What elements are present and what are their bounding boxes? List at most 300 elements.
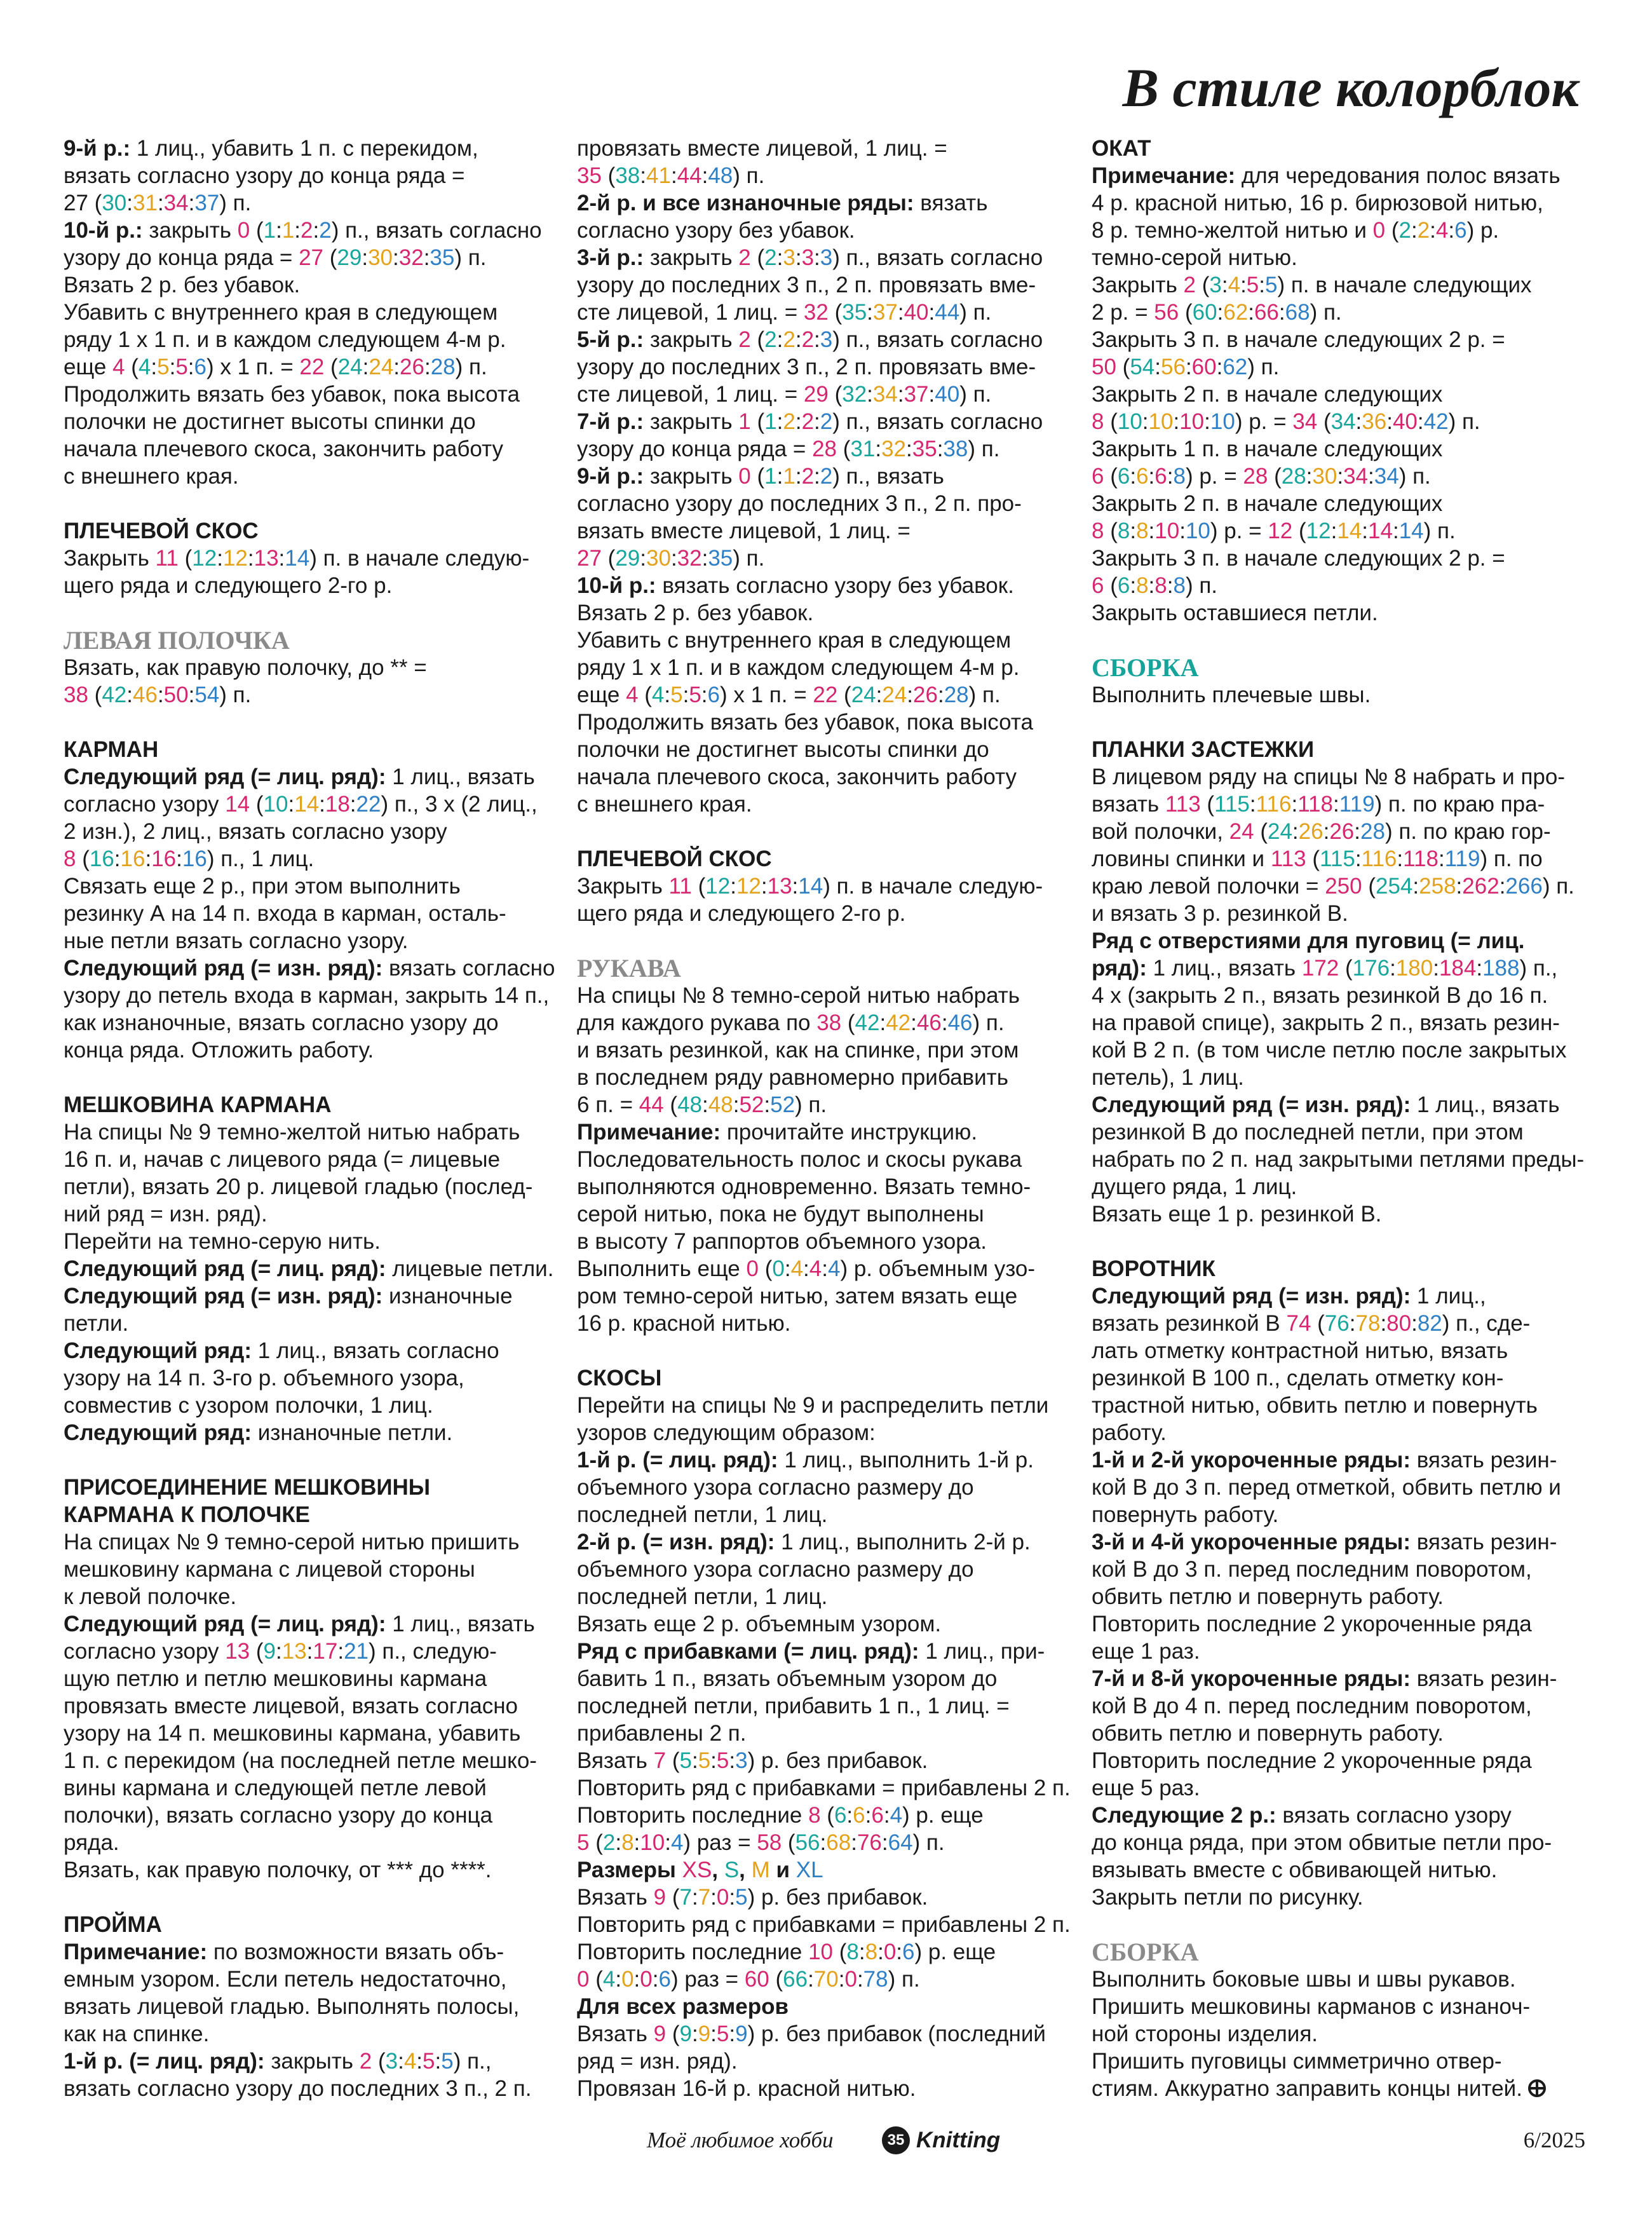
page-footer — [0, 2128, 1652, 2153]
size-value: 8 — [846, 1940, 859, 1964]
text-run: : — [776, 464, 783, 489]
text-line — [64, 1228, 553, 1255]
text-line — [577, 1037, 1066, 1064]
text-run: кой В 2 п. (в том числе петлю после закрытых — [1092, 1038, 1567, 1063]
text-run: 4 х (закрыть 2 п., вязать резинкой В до 16 п. — [1092, 983, 1548, 1008]
size-value: 46 — [916, 1010, 942, 1035]
text-run: : — [1167, 464, 1174, 489]
text-run: ловины спинки и — [1092, 846, 1271, 871]
text-run: : — [1390, 956, 1396, 981]
size-value: 6 — [1092, 464, 1104, 489]
text-line — [1092, 599, 1594, 627]
size-value: 2 — [783, 327, 796, 352]
size-value: 24 — [1229, 819, 1254, 844]
text-run: ром темно-серой нитью, затем вязать еще — [577, 1284, 1018, 1309]
text-run: : — [670, 546, 677, 571]
text-line — [64, 1638, 553, 1665]
text-line — [64, 2075, 553, 2102]
text-run: объемного узора согласно размеру до — [577, 1475, 974, 1500]
size-value: 12 — [705, 874, 731, 899]
bold-label: Следующий ряд (= лиц. ряд): — [64, 765, 386, 789]
text-run: : — [1204, 409, 1210, 434]
text-line — [577, 463, 1066, 490]
text-run: и вязать 3 р. резинкой В. — [1092, 901, 1348, 926]
text-run: согласно узору — [64, 792, 226, 817]
text-run: : — [1292, 819, 1299, 844]
text-run: : — [1433, 956, 1439, 981]
text-run: : — [176, 846, 182, 871]
text-line — [577, 435, 1066, 463]
text-line — [577, 1802, 1066, 1829]
size-value: 24 — [882, 683, 907, 707]
size-value: 54 — [194, 683, 220, 707]
text-run: петли), вязать 20 р. лицевой гладью (послед- — [64, 1174, 533, 1199]
size-value: 26 — [1298, 819, 1324, 844]
text-run: : — [188, 191, 195, 215]
size-value: 5 — [423, 2049, 435, 2074]
text-run: ) п. — [1310, 300, 1342, 325]
size-value: 32 — [803, 300, 829, 325]
text-line — [577, 1829, 1066, 1856]
text-run: Закрыть — [577, 874, 669, 899]
text-run: : — [1380, 1311, 1387, 1336]
text-run: ( — [1311, 1311, 1325, 1336]
text-run: : — [897, 382, 904, 407]
text-line — [1092, 955, 1594, 982]
size-value: 4 — [651, 683, 665, 707]
footer-page-number: 35 — [882, 2126, 910, 2154]
text-line — [1092, 2020, 1594, 2048]
size-value: 44 — [639, 1092, 664, 1117]
text-line — [577, 654, 1066, 681]
text-run: : — [856, 1967, 863, 1992]
size-value: 113 — [1270, 846, 1306, 871]
text-run: : — [157, 683, 164, 707]
text-run: Вязать еще 2 р. объемным узором. — [577, 1612, 942, 1636]
text-line — [64, 1829, 553, 1856]
text-line — [64, 463, 553, 490]
size-value: 14 — [294, 792, 320, 817]
size-value: 13 — [225, 1639, 250, 1664]
paragraph-gap — [1092, 1911, 1594, 1938]
size-value: 8 — [1092, 519, 1104, 543]
size-value: 54 — [1130, 355, 1155, 379]
text-run: : — [896, 1940, 903, 1964]
text-run: Повторить последние 2 укороченные ряда — [1092, 1612, 1532, 1636]
text-line — [1092, 1009, 1594, 1037]
text-run: ) р. без прибавок. — [747, 1885, 928, 1910]
text-run: ) п. — [972, 1010, 1005, 1035]
text-line — [577, 1474, 1066, 1501]
text-line — [64, 1310, 553, 1337]
text-run: узору на 14 п. 3-го р. объемного узора, — [64, 1366, 464, 1390]
text-line — [1092, 1173, 1594, 1200]
size-value: 22 — [813, 683, 838, 707]
size-value: 10 — [1210, 409, 1235, 434]
text-line — [1092, 408, 1594, 435]
text-line — [1092, 982, 1594, 1009]
text-line — [577, 1091, 1066, 1118]
text-run: : — [615, 1830, 622, 1855]
size-value: 2 — [301, 218, 313, 243]
bold-label: и — [769, 1858, 796, 1882]
text-run: ной стороны изделия. — [1092, 2022, 1318, 2046]
text-line — [64, 217, 553, 244]
size-value: 0 — [237, 218, 250, 243]
text-run: : — [907, 683, 914, 707]
size-value: 80 — [1386, 1311, 1412, 1336]
text-run: Вязать — [577, 1885, 654, 1910]
text-run: Закрыть 3 п. в начале следующих 2 р. = — [1092, 327, 1505, 352]
size-value: 76 — [1324, 1311, 1350, 1336]
text-line — [64, 1583, 553, 1610]
text-run: ( — [589, 1830, 603, 1855]
size-value: 5 — [679, 1748, 692, 1773]
text-run: 1 лиц., — [1411, 1284, 1486, 1309]
size-value: 17 — [313, 1639, 338, 1664]
text-run: : — [691, 1885, 698, 1910]
size-value: 2 — [738, 245, 751, 270]
text-run: Перейти на темно-серую нить. — [64, 1229, 381, 1254]
text-run: : — [881, 1830, 888, 1855]
text-line — [577, 2020, 1066, 2048]
text-line — [577, 1993, 1066, 2020]
text-run: ) р. = — [1185, 464, 1243, 489]
text-run: вой полочки, — [1092, 819, 1229, 844]
size-value: 2 — [801, 464, 815, 489]
text-column-2 — [577, 135, 1071, 2102]
text-run: : — [187, 355, 194, 379]
text-line — [1092, 1638, 1594, 1665]
text-run: : — [306, 1639, 313, 1664]
text-run: узору до конца ряда = — [64, 245, 299, 270]
text-run: резинку А на 14 п. входа в карман, осталь- — [64, 901, 506, 926]
text-run: : — [278, 546, 285, 571]
size-value: 37 — [194, 191, 220, 215]
size-value: 28 — [1360, 819, 1385, 844]
text-line — [64, 1720, 553, 1747]
bold-label: Для всех размеров — [577, 1994, 789, 2019]
text-run: Вязать, как правую полочку, до ** = — [64, 655, 427, 680]
text-line — [577, 791, 1066, 818]
bold-label: Следующий ряд: — [64, 1420, 252, 1445]
text-line — [64, 1938, 553, 1966]
text-line — [577, 490, 1066, 517]
text-line — [577, 627, 1066, 654]
text-run: ) п. — [733, 546, 765, 571]
bold-label: 2-й р. (= изн. ряд): — [577, 1530, 775, 1554]
text-run: ( — [1116, 355, 1130, 379]
text-run: ) р. — [1466, 218, 1500, 243]
text-line — [64, 873, 553, 900]
text-run: : — [702, 1092, 708, 1117]
size-value: 60 — [1191, 355, 1217, 379]
size-value: 6 — [1117, 464, 1130, 489]
text-run: вязать резин- — [1411, 1448, 1557, 1472]
text-line — [64, 1993, 553, 2020]
text-run: 2 р. = — [1092, 300, 1154, 325]
size-value: 2 — [820, 464, 833, 489]
size-value: 21 — [344, 1639, 369, 1664]
text-run: ) п., — [1519, 956, 1558, 981]
subsection-heading: ПЛАНКИ ЗАСТЕЖКИ — [1092, 737, 1315, 762]
text-run: ) раз = — [683, 1830, 757, 1855]
size-value: 37 — [904, 382, 929, 407]
bold-label: 9-й р.: — [577, 464, 644, 489]
text-run: изнаночные петли. — [252, 1420, 453, 1445]
text-line — [64, 1774, 553, 1802]
text-run: выполняются одновременно. Вязать темно- — [577, 1174, 1031, 1199]
text-run: ( — [178, 546, 193, 571]
text-run: ) х 1 п. = — [720, 683, 813, 707]
text-run: в последнем ряду равномерно прибавить — [577, 1065, 1008, 1090]
text-run: вязать согласно узору до конца ряда = — [64, 163, 465, 188]
text-line — [1092, 1091, 1594, 1118]
text-run: ) п. — [219, 683, 252, 707]
text-run: : — [729, 1885, 736, 1910]
text-run: : — [795, 245, 802, 270]
text-line — [64, 681, 553, 709]
text-run: : — [145, 846, 152, 871]
size-value: 36 — [1362, 409, 1387, 434]
text-run: : — [875, 437, 882, 461]
text-run: ) п. — [968, 683, 1001, 707]
size-value: 42 — [102, 683, 127, 707]
text-run: резинкой В 100 п., сделать отметку кон- — [1092, 1366, 1504, 1390]
text-line — [64, 845, 553, 873]
text-line — [577, 1446, 1066, 1474]
size-value: 46 — [947, 1010, 973, 1035]
size-value: 6 — [1154, 464, 1167, 489]
text-run: Вязать 2 р. без убавок. — [64, 273, 301, 297]
text-run: : — [710, 2022, 717, 2046]
text-line — [577, 2048, 1066, 2075]
bold-label: Ряд с отверстиями для пуговиц (= лиц. — [1092, 928, 1525, 953]
paragraph-gap — [64, 709, 553, 736]
text-line — [1092, 1392, 1594, 1419]
text-line — [64, 353, 553, 381]
text-run: : — [867, 300, 873, 325]
text-run: бавить 1 п., вязать объемным узором до — [577, 1666, 998, 1691]
text-run: обвить петлю и повернуть работу. — [1092, 1721, 1444, 1746]
size-value: 6 — [194, 355, 207, 379]
text-line — [577, 982, 1066, 1009]
text-run: ) п., сде- — [1442, 1311, 1531, 1336]
text-run: : — [776, 245, 783, 270]
size-value: 35 — [842, 300, 867, 325]
text-line — [577, 1146, 1066, 1173]
bold-label: Следующие 2 р.: — [1092, 1803, 1276, 1828]
text-run: закрыть — [644, 409, 739, 434]
text-run: ( — [691, 874, 706, 899]
text-line — [64, 1200, 553, 1228]
text-run: : — [937, 683, 944, 707]
text-line — [64, 1037, 553, 1064]
text-run: Повторить ряд с прибавками = прибавлены 2 п. — [577, 1912, 1071, 1937]
size-value: 42 — [886, 1010, 911, 1035]
size-value: 116 — [1361, 846, 1397, 871]
size-value: 8 — [621, 1830, 634, 1855]
text-line — [64, 1665, 553, 1692]
size-value: 34 — [1343, 464, 1369, 489]
size-value: 37 — [872, 300, 898, 325]
text-run: ) п. — [795, 1092, 827, 1117]
size-value: 4 — [827, 1256, 841, 1281]
size-value: 2 — [602, 1830, 616, 1855]
text-line — [1092, 490, 1594, 517]
text-run: вязать — [1092, 792, 1165, 817]
text-line — [1092, 1583, 1594, 1610]
text-line — [64, 299, 553, 326]
size-value: 2 — [801, 327, 815, 352]
text-run: Вязать — [577, 2022, 654, 2046]
size-value: 11 — [668, 874, 692, 899]
size-value: 5 — [716, 2022, 729, 2046]
text-line — [577, 599, 1066, 627]
size-value: 8 — [865, 1940, 878, 1964]
text-run: : — [928, 300, 935, 325]
size-value: 5 — [670, 683, 683, 707]
text-line — [1092, 1774, 1594, 1802]
text-run: как изнаночные, вязать согласно узору до — [64, 1010, 499, 1035]
text-line — [1092, 162, 1594, 189]
text-run: : — [416, 2049, 423, 2074]
text-line — [1092, 1146, 1594, 1173]
text-line — [577, 873, 1066, 900]
text-run: ) р. без прибавок. — [747, 1748, 928, 1773]
text-run: : — [1448, 218, 1455, 243]
text-run: ( — [841, 1010, 855, 1035]
text-run: последней петли, прибавить 1 п., 1 лиц. = — [577, 1694, 1010, 1718]
bold-label: 3-й р.: — [577, 245, 644, 270]
subsection-heading: ПЛЕЧЕВОЙ СКОС — [64, 519, 259, 543]
text-run: ( — [601, 546, 616, 571]
text-run: : — [858, 1940, 865, 1964]
text-run: : — [729, 1748, 736, 1773]
text-run: вязать резин- — [1411, 1666, 1557, 1691]
size-value: 34 — [1292, 409, 1318, 434]
size-value: 4 — [790, 1256, 804, 1281]
text-run: ( — [372, 2049, 386, 2074]
paragraph-gap — [1092, 709, 1594, 736]
text-run: кой В до 3 п. перед последним поворотом, — [1092, 1557, 1532, 1582]
text-run: ) п. по краю пра- — [1374, 792, 1545, 817]
size-value: 22 — [356, 792, 381, 817]
text-run: : — [911, 1010, 917, 1035]
text-run: ( — [782, 1830, 796, 1855]
text-line — [64, 1173, 553, 1200]
size-value: XS — [682, 1858, 712, 1882]
text-run: : — [217, 546, 223, 571]
text-run: ( — [125, 355, 139, 379]
text-run: Закрыть 3 п. в начале следующих 2 р. = — [1092, 546, 1505, 571]
text-run: ( — [1306, 846, 1320, 871]
text-run: ( — [1196, 273, 1210, 297]
text-run: ) п. — [455, 355, 487, 379]
text-run: ( — [1179, 300, 1193, 325]
text-line — [64, 1528, 553, 1556]
text-line — [1092, 1692, 1594, 1720]
text-run: еще — [577, 683, 626, 707]
text-run: Закрыть 1 п. в начале следующих — [1092, 437, 1443, 461]
text-run: 1 лиц., вязать — [386, 765, 535, 789]
size-value: 6 — [658, 1967, 671, 1992]
size-value: 66 — [783, 1967, 808, 1992]
bold-label: 7-й р.: — [577, 409, 644, 434]
text-run: еще — [64, 355, 113, 379]
size-value: 44 — [677, 163, 702, 188]
text-run: согласно узору до последних 3 п., 2 п. про- — [577, 491, 1022, 516]
text-line — [64, 271, 553, 299]
size-value: 172 — [1301, 956, 1339, 981]
text-run: прибавлены 2 п. — [577, 1721, 747, 1746]
text-run: : — [1130, 519, 1137, 543]
text-line — [577, 1282, 1066, 1310]
text-line — [64, 1364, 553, 1392]
text-run: 8 р. темно-желтой нитью и — [1092, 218, 1373, 243]
size-value: 38 — [615, 163, 640, 188]
text-line — [1092, 1665, 1594, 1692]
size-value: 38 — [816, 1010, 842, 1035]
text-run: : — [1291, 792, 1298, 817]
text-run: 1 лиц., вязать согласно — [252, 1338, 499, 1363]
paragraph-gap — [64, 1064, 553, 1091]
text-run: : — [633, 1830, 640, 1855]
text-run: ) п. — [733, 163, 765, 188]
bold-label: 1-й р. (= лиц. ряд): — [64, 2049, 265, 2074]
size-value: 16 — [151, 846, 177, 871]
text-line — [577, 381, 1066, 408]
text-run: 16 п. и, начав с лицевого ряда (= лицевые — [64, 1147, 501, 1172]
subsection-heading: КАРМАНА К ПОЛОЧКЕ — [64, 1502, 310, 1527]
text-run: : — [665, 1830, 671, 1855]
text-run: : — [1392, 519, 1399, 543]
size-value: 32 — [842, 382, 867, 407]
size-value: 5 — [1246, 273, 1259, 297]
text-run: : — [808, 1967, 814, 1992]
text-run: 1 лиц., убавить 1 п. с перекидом, — [130, 136, 478, 161]
text-run: 1 п. с перекидом (на последней петле мешко- — [64, 1748, 537, 1773]
text-line — [577, 1911, 1071, 1938]
text-run: петли. — [64, 1311, 129, 1336]
text-run: совместив с узором полочки, 1 лиц. — [64, 1393, 433, 1418]
text-run: ) п. — [959, 382, 992, 407]
text-line — [1092, 545, 1594, 572]
text-run: Продолжить вязать без убавок, пока высота — [577, 710, 1033, 735]
size-value: 24 — [337, 355, 363, 379]
text-line — [1092, 217, 1594, 244]
text-run: : — [897, 300, 904, 325]
text-run: : — [1456, 874, 1463, 899]
size-value: 40 — [904, 300, 929, 325]
text-run: Закрыть оставшиеся петли. — [1092, 601, 1378, 625]
text-run: : — [838, 1967, 845, 1992]
text-run: ряду 1 х 1 п. и в каждом следующем 4-м р. — [64, 327, 506, 352]
text-run: : — [784, 1256, 791, 1281]
text-run: ) п. — [1542, 874, 1574, 899]
text-line — [577, 1610, 1066, 1638]
size-value: 8 — [1173, 573, 1186, 598]
text-run: ( — [750, 464, 765, 489]
text-line — [1092, 517, 1594, 545]
text-run: сте лицевой, 1 лиц. = — [577, 382, 804, 407]
paragraph-gap — [577, 1337, 1066, 1364]
size-value: 115 — [1214, 792, 1250, 817]
text-run: краю левой полочки = — [1092, 874, 1325, 899]
text-run: Выполнить боковые швы и швы рукавов. — [1092, 1967, 1516, 1992]
text-run: : — [1130, 573, 1137, 598]
text-run: : — [814, 464, 820, 489]
